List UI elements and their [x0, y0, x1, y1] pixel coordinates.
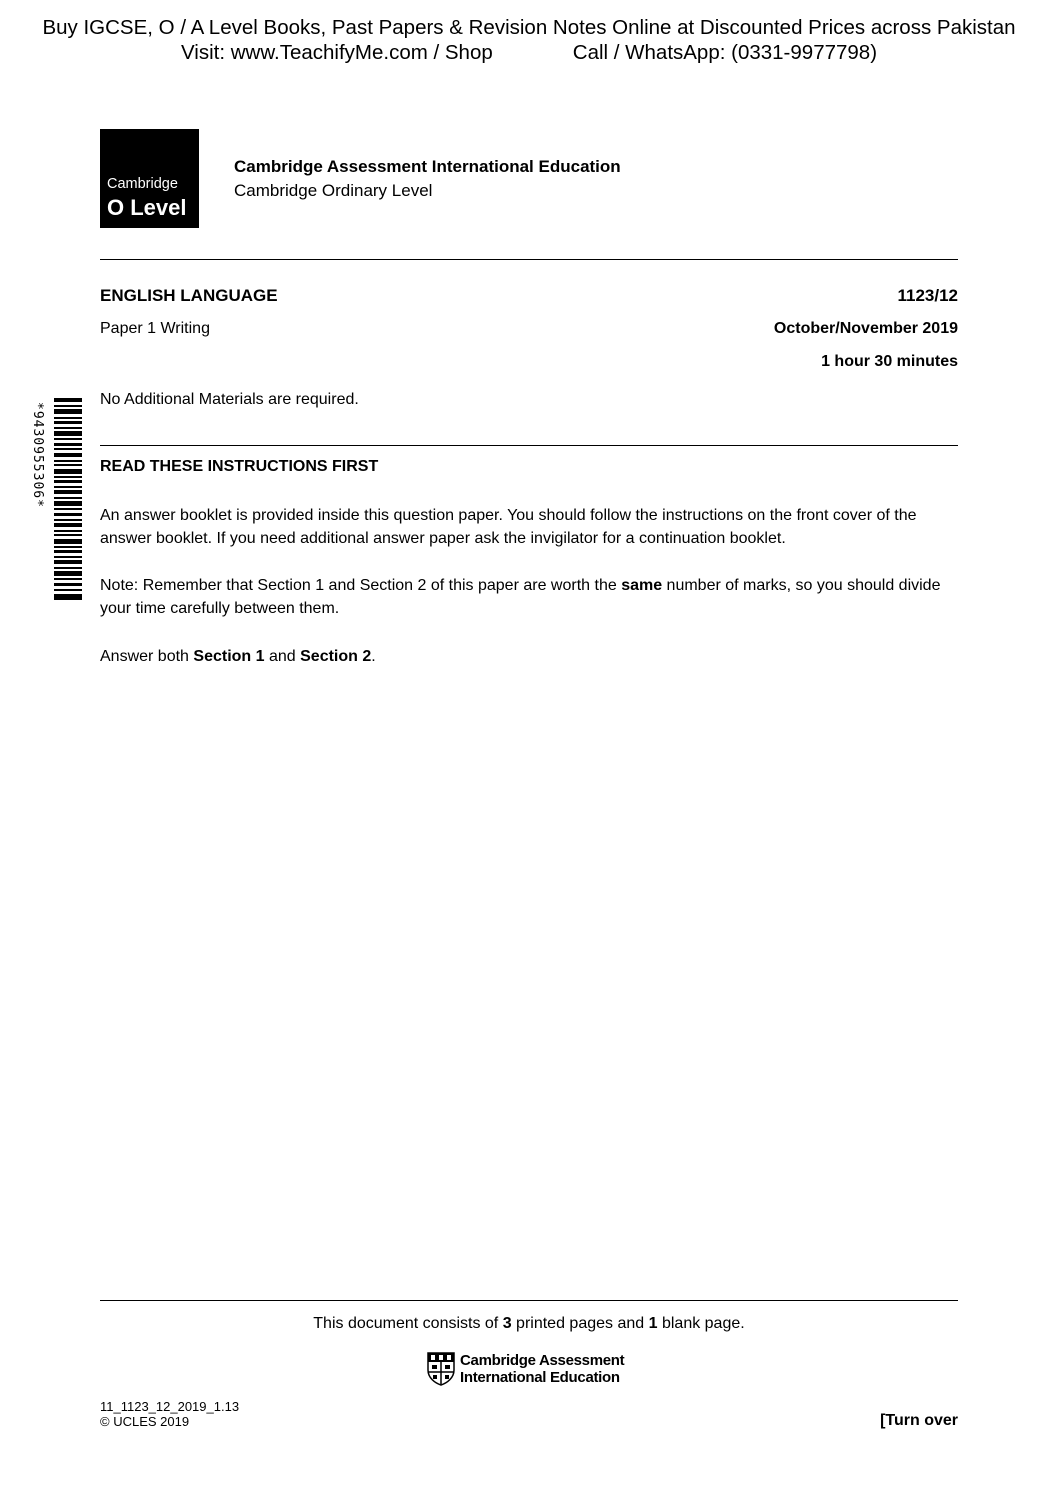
answer-text-mid: and: [264, 648, 301, 665]
note-text-start: Note: Remember that Section 1 and Section 2 of this paper are worth the: [100, 577, 622, 594]
section-1-label: Section 1: [193, 648, 265, 665]
printed-page-count: 3: [502, 1315, 512, 1332]
exam-board-name: Cambridge Assessment International Education: [234, 157, 621, 176]
qualification-name: Cambridge Ordinary Level: [234, 181, 433, 200]
subject-title: ENGLISH LANGUAGE: [100, 286, 278, 305]
answer-text-start: Answer both: [100, 648, 194, 665]
copyright-notice: © UCLES 2019: [100, 1414, 190, 1429]
banner-line-2: [0, 41, 1058, 65]
logo-o-level-text: O Level: [107, 195, 187, 220]
footer-divider: [100, 1300, 958, 1301]
barcode-icon: [54, 398, 82, 600]
document-code: 11_1123_12_2019_1.13: [100, 1399, 240, 1414]
exam-session: October/November 2019: [773, 320, 958, 337]
header-divider: [100, 259, 958, 260]
note-text-end: number of marks, so you should divide your time carefully between them.: [100, 577, 941, 617]
section-2-label: Section 2: [300, 648, 372, 665]
logo-cambridge-text: Cambridge: [107, 176, 178, 192]
materials-note: No Additional Materials are required.: [100, 391, 359, 408]
instructions-divider: [100, 445, 958, 446]
footer-logo-line-1: Cambridge Assessment: [460, 1352, 625, 1369]
exam-duration: 1 hour 30 minutes: [821, 353, 958, 370]
note-emphasis-same: same: [621, 577, 663, 594]
answer-text-end: .: [371, 648, 376, 665]
page-count-note: [0, 1314, 1058, 1334]
page-count-text-mid: printed pages and: [511, 1315, 649, 1332]
banner-call: Call / WhatsApp: (0331-9977798): [572, 41, 878, 64]
instruction-paragraph-3: [100, 645, 962, 668]
o-level-logo: [100, 129, 199, 228]
instruction-paragraph-1: An answer booklet is provided inside this question paper. You should follow the instructions on the front cover of the answer booklet. If you need additional answer paper ask the invigilator for a continuation booklet.: [100, 507, 917, 547]
footer-logo-line-2: International Education: [460, 1369, 620, 1386]
banner-visit: Visit: www.TeachifyMe.com / Shop: [180, 41, 493, 64]
page-count-text-start: This document consists of: [313, 1315, 503, 1332]
blank-page-count: 1: [648, 1315, 658, 1332]
university-crest-icon: [427, 1352, 455, 1386]
page-count-text-end: blank page.: [657, 1315, 745, 1332]
cambridge-assessment-logo: [427, 1352, 637, 1388]
turn-over-label: [Turn over: [880, 1412, 958, 1429]
banner-line-1: Buy IGCSE, O / A Level Books, Past Papers & Revision Notes Online at Discounted Prices across Pakistan: [42, 16, 1016, 39]
footer-logo-text: [460, 1352, 624, 1386]
paper-code: 1123/12: [897, 286, 958, 305]
instruction-paragraph-2: [100, 574, 962, 620]
instructions-heading: READ THESE INSTRUCTIONS FIRST: [100, 458, 379, 475]
barcode-number: *9430955306*: [30, 402, 45, 508]
paper-name: Paper 1 Writing: [100, 320, 210, 337]
